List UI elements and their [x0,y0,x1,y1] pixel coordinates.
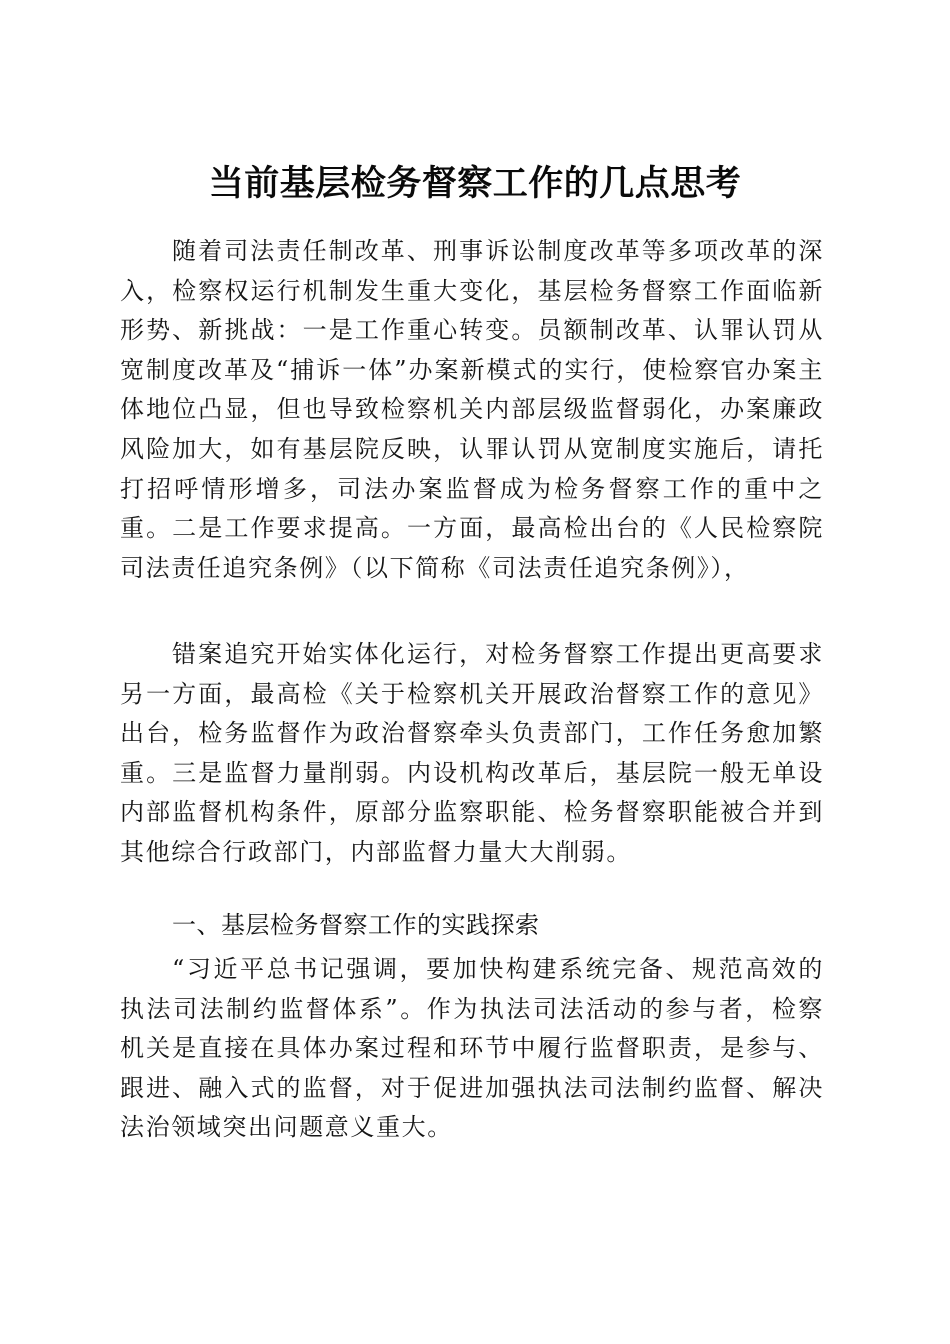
body-paragraph-3: “习近平总书记强调，要加快构建系统完备、规范高效的执法司法制约监督体系”。作为执法司法活动的参与者，检察机关是直接在具体办案过程和环节中履行监督职责，是参与、跟进、融入式的监督，对于促进加强执法司法制约监督、解决法治领域突出问题意义重大。 [120,955,824,1142]
body-paragraph-1: 随着司法责任制改革、刑事诉讼制度改革等多项改革的深入，检察权运行机制发生重大变化，基层检务督察工作面临新形势、新挑战：一是工作重心转变。员额制改革、认罪认罚从宽制度改革及“捕诉一体”办案新模式的实行，使检察官办案主体地位凸显，但也导致检察机关内部层级监督弱化，办案廉政风险加大，如有基层院反映，认罪认罚从宽制度实施后，请托打招呼情形增多，司法办案监督成为检务督察工作的重中之重。二是工作要求提高。一方面，最高检出台的《人民检察院司法责任追究条例》（以下简称《司法责任追究条例》）， [120,237,824,582]
section-heading: 一、基层检务督察工作的实践探索 [172,911,540,939]
document-title: 当前基层检务督察工作的几点思考 [208,163,742,205]
body-paragraph-2: 错案追究开始实体化运行，对检务督察工作提出更高要求另一方面，最高检《关于检察机关开展政治督察工作的意见》出台，检务监督作为政治督察牵头负责部门，工作任务愈加繁重。三是监督力量削弱。内设机构改革后，基层院一般无单设内部监督机构条件，原部分监察职能、检务督察职能被合并到其他综合行政部门，内部监督力量大大削弱。 [120,640,824,866]
